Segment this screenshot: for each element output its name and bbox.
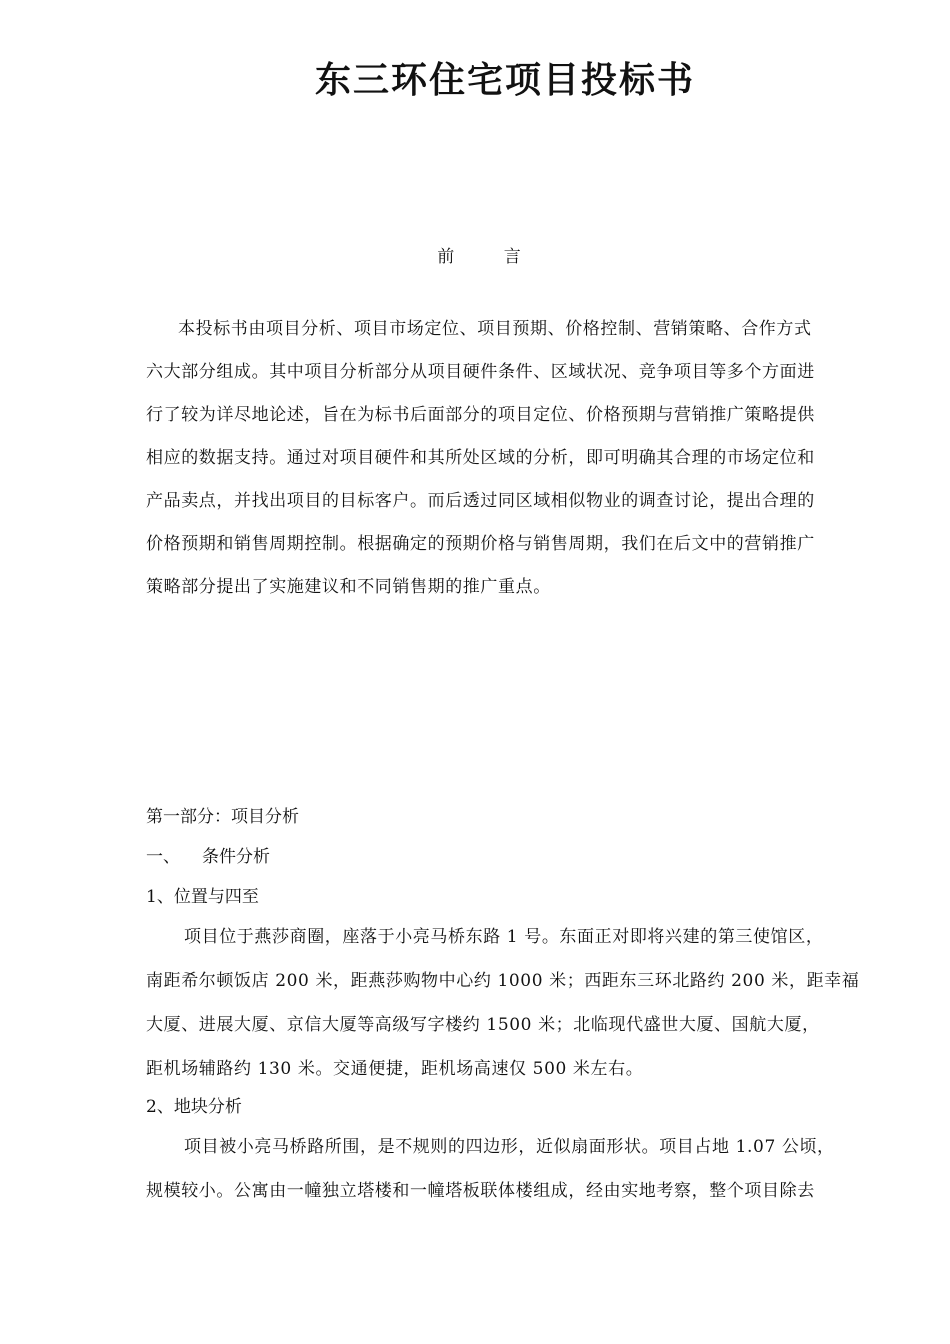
part1-heading: 第一部分：项目分析 — [146, 807, 299, 827]
location-line: 南距希尔顿饭店 200 米，距燕莎购物中心约 1000 米；西距东三环北路约 200 米，距幸福 — [146, 971, 860, 991]
location-paragraph — [146, 926, 876, 1096]
preface-line: 六大部分组成。其中项目分析部分从项目硬件条件、区域状况、竞争项目等多个方面进 — [146, 362, 815, 382]
plot-heading: 2、地块分析 — [146, 1097, 242, 1117]
preface-line: 产品卖点，并找出项目的目标客户。而后透过同区域相似物业的调查讨论，提出合理的 — [146, 491, 815, 511]
preface-paragraph — [146, 318, 876, 619]
preface-line: 价格预期和销售周期控制。根据确定的预期价格与销售周期，我们在后文中的营销推广 — [146, 534, 815, 554]
section1-heading — [146, 846, 876, 886]
plot-paragraph — [146, 1136, 876, 1224]
plot-line: 项目被小亮马桥路所围，是不规则的四边形，近似扇面形状。项目占地 1.07 公顷， — [184, 1137, 835, 1157]
document-title: 东三环住宅项目投标书 — [314, 60, 695, 101]
section1-title: 条件分析 — [202, 847, 270, 867]
location-line: 大厦、进展大厦、京信大厦等高级写字楼约 1500 米；北临现代盛世大厦、国航大厦， — [146, 1015, 820, 1035]
section1-number: 一、 — [146, 847, 180, 867]
location-line: 项目位于燕莎商圈，座落于小亮马桥东路 1 号。东面正对即将兴建的第三使馆区， — [184, 927, 824, 947]
part1-section — [146, 806, 876, 1224]
preface-heading: 前 言 — [437, 247, 543, 267]
location-heading: 1、位置与四至 — [146, 887, 259, 907]
preface-line: 本投标书由项目分析、项目市场定位、项目预期、价格控制、营销策略、合作方式 — [178, 319, 812, 339]
location-line: 距机场辅路约 130 米。交通便捷，距机场高速仅 500 米左右。 — [146, 1059, 644, 1079]
preface-line: 相应的数据支持。通过对项目硬件和其所处区域的分析，即可明确其合理的市场定位和 — [146, 448, 815, 468]
preface-line: 策略部分提出了实施建议和不同销售期的推广重点。 — [146, 577, 551, 597]
plot-line: 规模较小。公寓由一幢独立塔楼和一幢塔板联体楼组成，经由实地考察，整个项目除去 — [146, 1181, 815, 1201]
preface-line: 行了较为详尽地论述，旨在为标书后面部分的项目定位、价格预期与营销推广策略提供 — [146, 405, 815, 425]
